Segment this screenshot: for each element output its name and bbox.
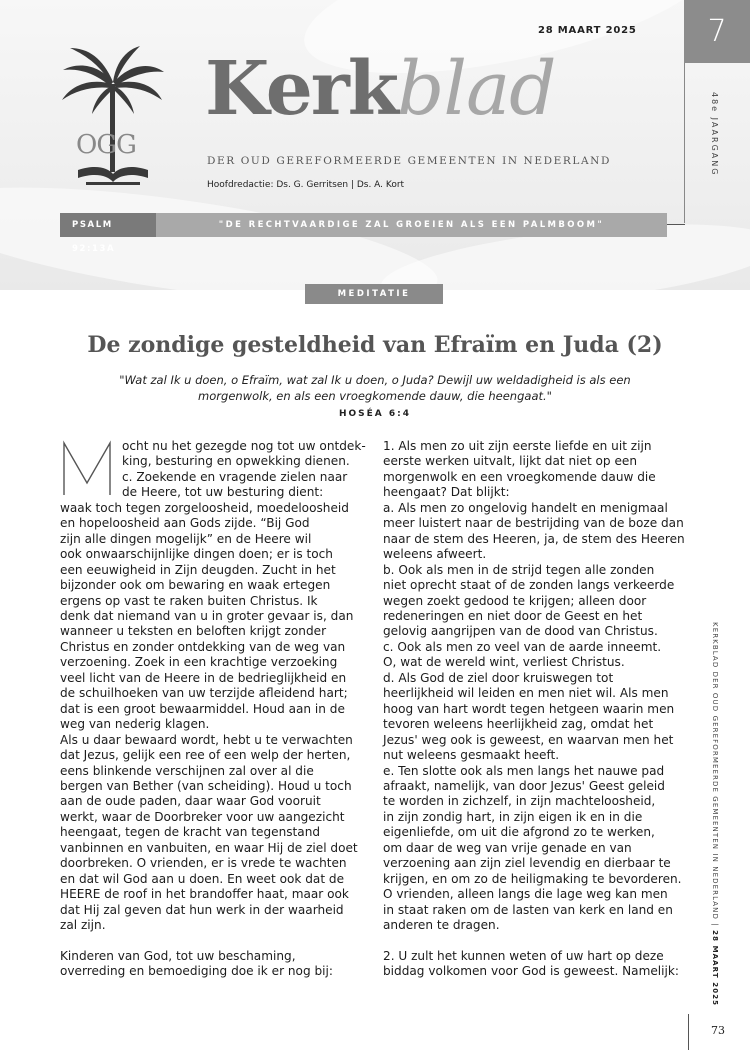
palm-tree-logo-icon	[58, 44, 168, 194]
divider	[688, 1014, 689, 1050]
masthead-title	[205, 46, 556, 132]
side-date: 28 MAART 2025	[711, 930, 719, 1007]
masthead-subtitle: DER OUD GEREFORMEERDE GEMEENTEN IN NEDERLAND	[207, 155, 611, 167]
title-kerk: Kerk	[205, 46, 398, 132]
paragraph-closing: 2. U zult het kunnen weten of uw hart op deze biddag volkomen voor God is geweest. Namelijk:	[383, 948, 679, 978]
divider	[684, 63, 685, 223]
paragraph-body: 1. Als men zo uit zijn eerste liefde en uit zijn eerste werken uitvalt, lijkt dat niet op een morgenwolk en een vroegkomende dauw die heengaat? Dat blijkt: a. Als men zo ongelovig handelt en menigmaal meer luistert naar de bestrijding van de boze dan naar de stem des Heeren, ja, de stem des Heeren weleens afweert. b. Ook als men in de strijd tegen alle zonden niet oprecht staat of de zonden langs verkeerde wegen zoekt gedood te krijgen; alleen door redeneringen en niet door de Geest en het gelovig aangrijpen van de dood van Christus. c. Ook als men zo veel van de aarde inneemt. O, wat de wereld wint, verliest Christus. d. Als God de ziel door kruiswegen tot heerlijkheid wil leiden en men niet wil. Als men hoog van hart wordt tegen hetgeen waarin men tevoren weleens heerlijkheid zag, omdat het Jezus' weg ook is geweest, en waarvan men het nut weleens gesmaakt heeft. e. Ten slotte ook als men langs het nauwe pad afraakt, namelijk, van door Jezus' Geest geleid te worden in zichzelf, in zijn machteloosheid, in zijn zondig hart, in zijn eigen ik en in die eigenliefde, om uit die afgrond zo te werken, om daar de weg van vrije genade en van verzoening aan zijn ziel levendig en dierbaar te krijgen, en om zo de heiligmaking te bevorderen. O vrienden, alleen langs die lage weg kan men in staat raken om de lasten van kerk en land en anderen te dragen.	[383, 439, 685, 933]
paragraph-intro: ocht nu het gezegde nog tot uw ontdek- king, besturing en opwekking dienen. c. Zoekende en vragende zielen naar de Heere, tot uw besturing dient:	[122, 439, 366, 500]
column-right	[383, 439, 693, 979]
issue-number: 7	[684, 0, 750, 63]
quote-reference: HOSÉA 6:4	[338, 409, 412, 419]
verse-text: "DE RECHTVAARDIGE ZAL GROEIEN ALS EEN PALMBOOM"	[156, 213, 667, 237]
section-label: MEDITATIE	[305, 284, 443, 304]
column-left	[60, 439, 370, 979]
side-running-title	[711, 622, 719, 1006]
verse-bar	[60, 213, 667, 254]
paragraph-closing: Kinderen van God, tot uw beschaming, overreding en bemoediging doe ik er nog bij:	[60, 948, 333, 978]
title-blad: blad	[397, 46, 556, 132]
article-quote: "Wat zal Ik u doen, o Efraïm, wat zal Ik u doen, o Juda? Dewijl uw weldadigheid is als een morgenwolk, en als een vroegkomende dauw, die heengaat."	[119, 373, 631, 403]
verse-reference: PSALM 92:13A	[60, 213, 156, 237]
drop-cap-m-icon	[60, 439, 114, 497]
paragraph-body: waak toch tegen zorgeloosheid, moedeloosheid en hopeloosheid aan Gods zijde. “Bij God zijn alle dingen mogelijk” en de Heere wil ook onwaarschijnlijke dingen doen; er is toch een eeuwigheid in Zijn deugden. Zucht in het bijzonder ook om bewaring en waak ertegen ergens op vast te raken buiten Christus. Ik denk dat niemand van u in groter gevaar is, dan wanneer u teksten en beloften krijgt zonder Christus en zonder ontdekking van de weg van verzoening. Zoek in een krachtige verzoeking veel licht van de Heere in de bedrieglijkheid en de schuilhoeken van uw terzijde afleidend hart; dat is een groot bewaarmiddel. Houd aan in de weg van nederig klagen. Als u daar bewaard wordt, hebt u te verwachten dat Jezus, gelijk een ree of een welp der herten, eens blinkende verschijnen zal over al die bergen van Bether (van scheiding). Houd u toch aan de oude paden, daar waar God vooruit werkt, waar de Doorbreker voor uw aangezicht heengaat, tegen de kracht van tegenstand vanbinnen en vanbuiten, en waar Hij de ziel doet doorbreken. O vrienden, er is vrede te wachten en dat wil God aan u doen. En weet ook dat de HEERE de roof in het brandoffer haat, maar ook dat Hij zal geven dat hun werk in der waarheid zal zijn.	[60, 500, 358, 933]
editors-line: Hoofdredactie: Ds. G. Gerritsen | Ds. A. Kort	[207, 180, 405, 190]
divider	[667, 224, 685, 225]
article-title: De zondige gesteldheid van Efraïm en Juda (2)	[87, 332, 663, 358]
volume-label: 48e JAARGANG	[710, 92, 719, 177]
logo-text: OGG	[76, 130, 136, 160]
page-number: 73	[711, 1024, 725, 1037]
issue-date: 28 MAART 2025	[538, 25, 637, 36]
side-publication-name: KERKBLAD DER OUD GEREFORMEERDE GEMEENTEN IN NEDERLAND |	[711, 622, 719, 931]
